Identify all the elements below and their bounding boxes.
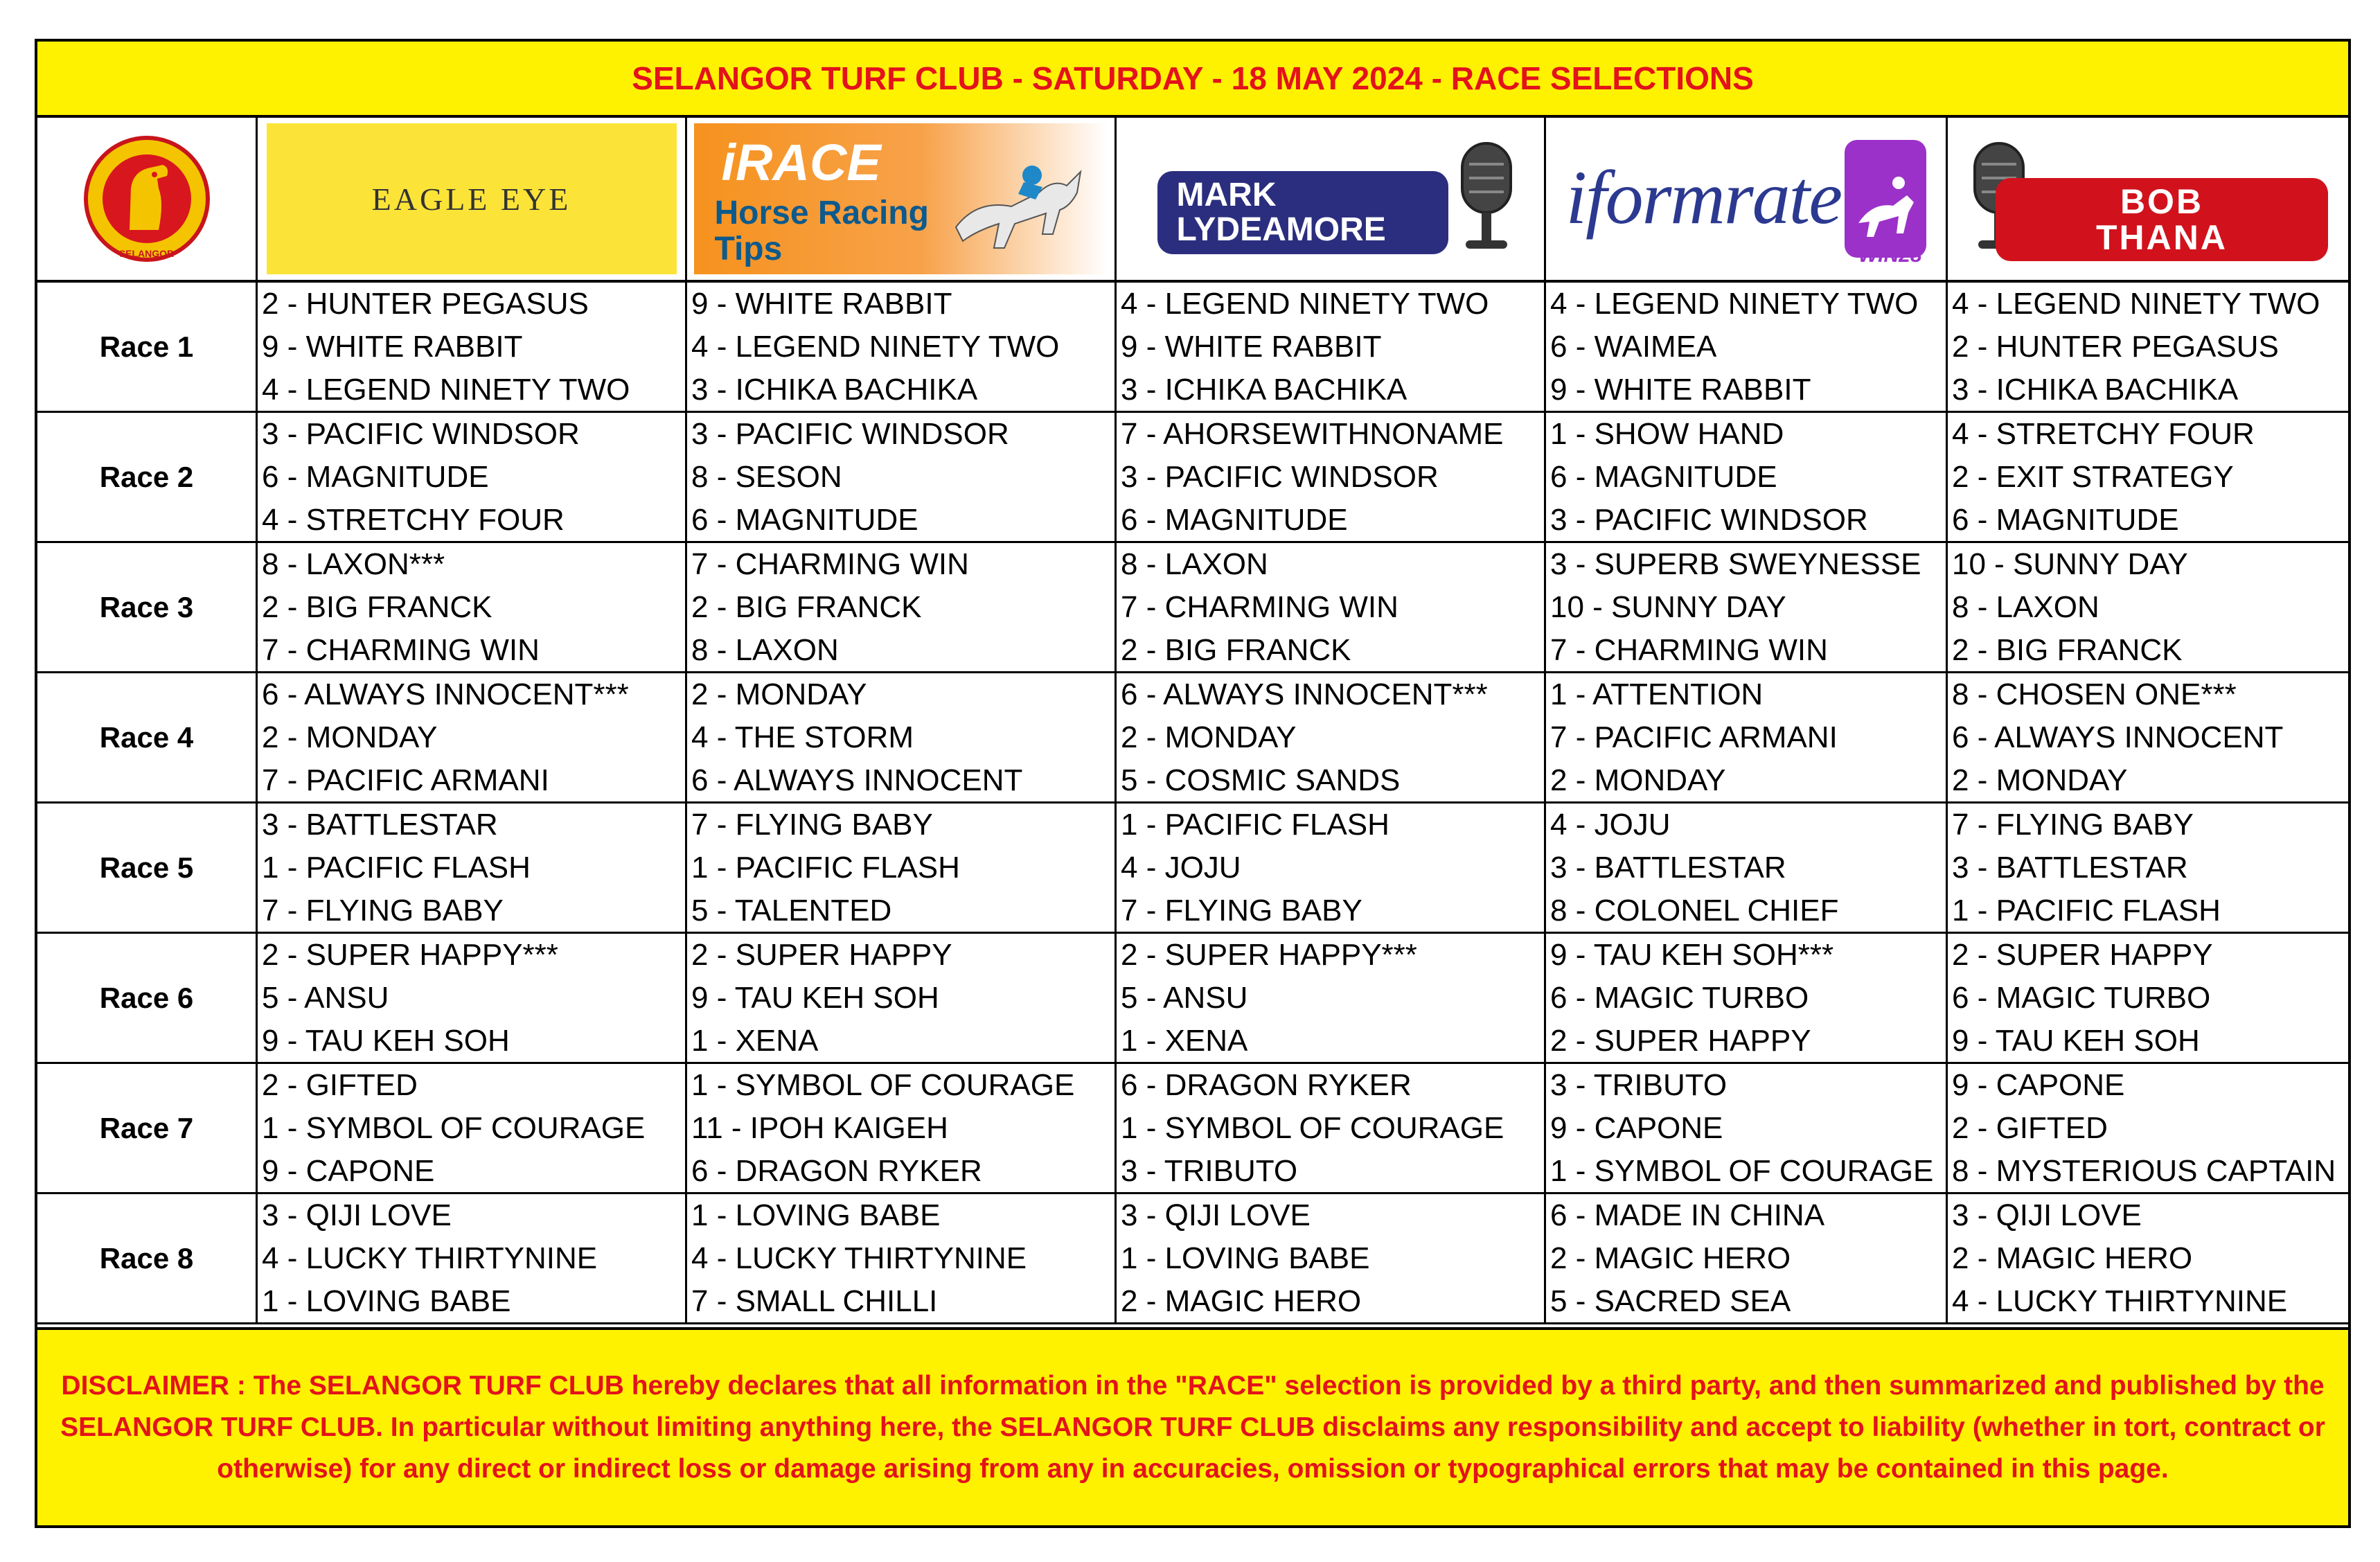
race-label: Race 3 [37, 543, 258, 671]
tip-selection: 5 - COSMIC SANDS [1121, 763, 1401, 797]
irace-logo-cell [687, 118, 1117, 280]
tip-selection: 9 - CAPONE [262, 1154, 435, 1188]
tip-cell [1117, 413, 1546, 541]
tip-selection: 4 - THE STORM [691, 720, 914, 754]
tip-cell [1546, 1064, 1948, 1192]
tip-selection: 2 - BIG FRANCK [262, 590, 492, 624]
tip-cell [1948, 934, 2348, 1062]
tip-cell [687, 1064, 1117, 1192]
tip-selection: 4 - JOJU [1121, 851, 1241, 885]
tip-cell [1117, 934, 1546, 1062]
irace-logo [694, 123, 1108, 274]
iformrate-logo-text: iformrate [1565, 155, 1842, 240]
tip-selection: 7 - CHARMING WIN [1550, 633, 1828, 667]
tip-selection: 9 - WHITE RABBIT [691, 287, 952, 321]
race-label: Race 7 [37, 1064, 258, 1192]
tip-selection: 7 - FLYING BABY [262, 894, 504, 928]
tip-cell [258, 934, 687, 1062]
tip-selection: 1 - LOVING BABE [691, 1198, 941, 1232]
tip-selection: 1 - PACIFIC FLASH [1121, 808, 1389, 842]
eagle-eye-logo-text: EAGLE EYE [371, 181, 571, 217]
tip-selection: 2 - MONDAY [1121, 720, 1297, 754]
tip-selection: 4 - LEGEND NINETY TWO [691, 330, 1060, 364]
tip-selection: 2 - SUPER HAPPY*** [1121, 938, 1417, 972]
tip-cell [1948, 413, 2348, 541]
tip-cell [1546, 804, 1948, 932]
tip-selection: 2 - MAGIC HERO [1952, 1241, 2193, 1275]
tip-cell [1117, 543, 1546, 671]
tip-selection: 7 - CHARMING WIN [691, 547, 969, 581]
race-row [37, 283, 2348, 413]
tip-selection: 3 - BATTLESTAR [1550, 851, 1786, 885]
tip-selection: 6 - DRAGON RYKER [1121, 1068, 1412, 1102]
tip-cell [687, 673, 1117, 801]
tip-selection: 4 - JOJU [1550, 808, 1671, 842]
tip-selection: 6 - ALWAYS INNOCENT*** [262, 677, 629, 711]
tip-selection: 3 - PACIFIC WINDSOR [1550, 503, 1868, 537]
tip-cell [1948, 1194, 2348, 1322]
tip-selection: 1 - XENA [1121, 1024, 1248, 1058]
tip-selection: 2 - SUPER HAPPY [691, 938, 952, 972]
tip-cell [1117, 283, 1546, 411]
tip-selection: 4 - LEGEND NINETY TWO [262, 373, 630, 407]
bob-thana-line-1: BOB [2120, 182, 2204, 221]
race-row [37, 804, 2348, 934]
tip-selection: 6 - MAGNITUDE [1550, 460, 1777, 494]
race-row [37, 934, 2348, 1064]
tip-selection: 3 - PACIFIC WINDSOR [262, 417, 580, 451]
club-logo-text: SELANGOR [118, 248, 175, 259]
tipster-logo-row [37, 118, 2348, 283]
tip-selection: 2 - SUPER HAPPY [1550, 1024, 1811, 1058]
tip-selection: 7 - CHARMING WIN [262, 633, 540, 667]
tip-selection: 7 - PACIFIC ARMANI [262, 763, 549, 797]
iformrate-logo-cell [1546, 118, 1948, 280]
club-logo-cell [37, 118, 258, 280]
tip-cell [1546, 413, 1948, 541]
tip-selection: 9 - TAU KEH SOH [262, 1024, 510, 1058]
race-row [37, 543, 2348, 673]
tip-selection: 10 - SUNNY DAY [1952, 547, 2188, 581]
tip-selection: 3 - SUPERB SWEYNESSE [1550, 547, 1921, 581]
tip-selection: 4 - STRETCHY FOUR [262, 503, 565, 537]
irace-logo-subtitle-line-2: Tips [714, 231, 783, 267]
tip-selection: 5 - SACRED SEA [1550, 1284, 1791, 1318]
tip-cell [1117, 1064, 1546, 1192]
tip-selection: 7 - PACIFIC ARMANI [1550, 720, 1838, 754]
selections-sheet [35, 39, 2351, 1528]
tip-cell [1546, 1194, 1948, 1322]
tip-cell [1948, 804, 2348, 932]
tip-selection: 9 - WHITE RABBIT [262, 330, 523, 364]
tip-selection: 2 - BIG FRANCK [1952, 633, 2183, 667]
tip-selection: 2 - GIFTED [1952, 1111, 2108, 1145]
tip-selection: 1 - SYMBOL OF COURAGE [262, 1111, 646, 1145]
tip-cell [1546, 934, 1948, 1062]
irace-logo-subtitle [715, 195, 929, 267]
tip-selection: 4 - LUCKY THIRTYNINE [1952, 1284, 2288, 1318]
eagle-eye-logo-cell [258, 118, 687, 280]
tip-selection: 8 - MYSTERIOUS CAPTAIN [1952, 1154, 2336, 1188]
tip-cell [258, 804, 687, 932]
tip-selection: 2 - BIG FRANCK [691, 590, 922, 624]
jockey-icon [1845, 140, 1926, 258]
tip-selection: 9 - WHITE RABBIT [1550, 373, 1811, 407]
tip-cell [687, 804, 1117, 932]
tip-selection: 3 - TRIBUTO [1550, 1068, 1728, 1102]
tip-selection: 3 - BATTLESTAR [1952, 851, 2188, 885]
mark-lydeamore-logo [1137, 130, 1525, 268]
tip-selection: 2 - MONDAY [691, 677, 867, 711]
tip-selection: 7 - FLYING BABY [1952, 808, 2194, 842]
bob-thana-name-pill [1996, 178, 2328, 261]
tip-cell [687, 283, 1117, 411]
race-label: Race 4 [37, 673, 258, 801]
tip-selection: 6 - MAGIC TURBO [1550, 981, 1809, 1015]
tip-selection: 1 - PACIFIC FLASH [1952, 894, 2221, 928]
tip-selection: 9 - CAPONE [1550, 1111, 1723, 1145]
tip-cell [258, 673, 687, 801]
tip-selection: 4 - LEGEND NINETY TWO [1550, 287, 1919, 321]
tip-selection: 8 - COLONEL CHIEF [1550, 894, 1839, 928]
tip-selection: 2 - BIG FRANCK [1121, 633, 1351, 667]
tip-selection: 8 - LAXON*** [262, 547, 445, 581]
tip-selection: 3 - PACIFIC WINDSOR [1121, 460, 1439, 494]
tip-selection: 8 - LAXON [1952, 590, 2099, 624]
tip-selection: 6 - DRAGON RYKER [691, 1154, 982, 1188]
race-label: Race 1 [37, 283, 258, 411]
tip-cell [1546, 673, 1948, 801]
club-horse-logo [81, 133, 213, 265]
tip-selection: 4 - LEGEND NINETY TWO [1121, 287, 1489, 321]
tip-selection: 4 - LUCKY THIRTYNINE [262, 1241, 598, 1275]
tip-selection: 1 - SYMBOL OF COURAGE [691, 1068, 1075, 1102]
iformrate-logo [1552, 126, 1940, 272]
tip-selection: 7 - SMALL CHILLI [691, 1284, 938, 1318]
tip-selection: 3 - ICHIKA BACHIKA [1121, 373, 1407, 407]
tip-selection: 2 - SUPER HAPPY*** [262, 938, 558, 972]
tip-selection: 6 - WAIMEA [1550, 330, 1717, 364]
tip-selection: 2 - HUNTER PEGASUS [262, 287, 589, 321]
tip-selection: 2 - MAGIC HERO [1550, 1241, 1791, 1275]
tip-selection: 2 - MONDAY [1550, 763, 1726, 797]
tip-selection: 2 - MONDAY [1952, 763, 2128, 797]
tip-selection: 4 - LEGEND NINETY TWO [1952, 287, 2320, 321]
tip-selection: 7 - AHORSEWITHNONAME [1121, 417, 1504, 451]
tip-selection: 6 - MADE IN CHINA [1550, 1198, 1825, 1232]
tip-selection: 8 - CHOSEN ONE*** [1952, 677, 2237, 711]
tip-selection: 5 - ANSU [262, 981, 389, 1015]
tip-selection: 6 - MAGNITUDE [691, 503, 918, 537]
tip-selection: 9 - TAU KEH SOH [1952, 1024, 2200, 1058]
tip-selection: 9 - WHITE RABBIT [1121, 330, 1382, 364]
tip-selection: 4 - STRETCHY FOUR [1952, 417, 2255, 451]
tip-selection: 9 - CAPONE [1952, 1068, 2125, 1102]
race-row [37, 413, 2348, 543]
tip-selection: 3 - ICHIKA BACHIKA [691, 373, 978, 407]
tip-selection: 1 - SYMBOL OF COURAGE [1550, 1154, 1934, 1188]
microphone-icon [1448, 136, 1525, 254]
tip-cell [1948, 1064, 2348, 1192]
race-row [37, 1194, 2348, 1324]
tip-selection: 5 - ANSU [1121, 981, 1248, 1015]
tip-cell [258, 1064, 687, 1192]
mark-lydeamore-name-pill [1157, 171, 1448, 254]
race-label: Race 2 [37, 413, 258, 541]
mark-lydeamore-logo-cell [1117, 118, 1546, 280]
tip-selection: 6 - ALWAYS INNOCENT*** [1121, 677, 1488, 711]
tip-selection: 2 - GIFTED [262, 1068, 418, 1102]
eagle-eye-logo [267, 123, 677, 274]
tip-selection: 10 - SUNNY DAY [1550, 590, 1786, 624]
tip-selection: 3 - BATTLESTAR [262, 808, 498, 842]
tip-selection: 6 - MAGNITUDE [1121, 503, 1348, 537]
tip-cell [687, 1194, 1117, 1322]
tip-cell [1117, 673, 1546, 801]
tip-selection: 3 - PACIFIC WINDSOR [691, 417, 1009, 451]
tip-selection: 7 - FLYING BABY [1121, 894, 1362, 928]
tip-cell [1546, 543, 1948, 671]
tip-selection: 1 - LOVING BABE [1121, 1241, 1370, 1275]
tip-cell [1117, 804, 1546, 932]
tip-cell [258, 413, 687, 541]
tip-selection: 9 - TAU KEH SOH [691, 981, 939, 1015]
race-label: Race 6 [37, 934, 258, 1062]
tip-selection: 1 - LOVING BABE [262, 1284, 511, 1318]
tip-selection: 3 - TRIBUTO [1121, 1154, 1298, 1188]
tip-cell [1546, 283, 1948, 411]
tip-selection: 7 - CHARMING WIN [1121, 590, 1398, 624]
tip-selection: 3 - QIJI LOVE [1952, 1198, 2142, 1232]
tip-selection: 2 - HUNTER PEGASUS [1952, 330, 2279, 364]
tip-selection: 4 - LUCKY THIRTYNINE [691, 1241, 1027, 1275]
tip-selection: 6 - ALWAYS INNOCENT [691, 763, 1023, 797]
tip-cell [687, 413, 1117, 541]
tip-selection: 11 - IPOH KAIGEH [691, 1111, 948, 1145]
tip-cell [687, 543, 1117, 671]
tip-cell [687, 934, 1117, 1062]
win28-badge [1845, 140, 1926, 258]
tip-selection: 8 - LAXON [691, 633, 839, 667]
mark-lydeamore-line-2: LYDEAMORE [1176, 211, 1386, 248]
race-row [37, 1064, 2348, 1194]
race-row [37, 673, 2348, 804]
tip-selection: 6 - MAGNITUDE [262, 460, 489, 494]
tip-selection: 1 - SHOW HAND [1550, 417, 1784, 451]
bob-thana-line-2: THANA [2096, 218, 2228, 257]
tip-selection: 6 - MAGNITUDE [1952, 503, 2179, 537]
tip-cell [1117, 1194, 1546, 1322]
tip-cell [1948, 283, 2348, 411]
tip-selection: 1 - PACIFIC FLASH [262, 851, 531, 885]
tip-selection: 8 - LAXON [1121, 547, 1268, 581]
tip-selection: 5 - TALENTED [691, 894, 892, 928]
tip-selection: 6 - MAGIC TURBO [1952, 981, 2211, 1015]
bob-thana-logo [1954, 130, 2342, 268]
tip-cell [1948, 673, 2348, 801]
race-label: Race 8 [37, 1194, 258, 1322]
tip-selection: 2 - MAGIC HERO [1121, 1284, 1362, 1318]
tip-cell [1948, 543, 2348, 671]
tip-selection: 3 - QIJI LOVE [1121, 1198, 1311, 1232]
racehorse-icon [949, 144, 1087, 262]
tip-selection: 1 - PACIFIC FLASH [691, 851, 960, 885]
bob-thana-logo-cell [1948, 118, 2348, 280]
tip-selection: 3 - ICHIKA BACHIKA [1952, 373, 2239, 407]
tip-selection: 2 - EXIT STRATEGY [1952, 460, 2234, 494]
tip-selection: 7 - FLYING BABY [691, 808, 933, 842]
win28-badge-text: WIN28 [1858, 244, 1922, 267]
tip-cell [258, 543, 687, 671]
tip-selection: 1 - ATTENTION [1550, 677, 1764, 711]
mark-lydeamore-line-1: MARK [1176, 177, 1277, 213]
tip-cell [258, 1194, 687, 1322]
tip-selection: 6 - ALWAYS INNOCENT [1952, 720, 2284, 754]
page-title: SELANGOR TURF CLUB - SATURDAY - 18 MAY 2024 - RACE SELECTIONS [37, 42, 2348, 118]
tip-selection: 3 - QIJI LOVE [262, 1198, 452, 1232]
race-label: Race 5 [37, 804, 258, 932]
tip-selection: 1 - XENA [691, 1024, 819, 1058]
tip-selection: 8 - SESON [691, 460, 842, 494]
tip-selection: 1 - SYMBOL OF COURAGE [1121, 1111, 1504, 1145]
tip-selection: 2 - SUPER HAPPY [1952, 938, 2213, 972]
tip-cell [258, 283, 687, 411]
tip-selection: 9 - TAU KEH SOH*** [1550, 938, 1834, 972]
disclaimer-text: DISCLAIMER : The SELANGOR TURF CLUB hereby declares that all information in the "RACE" selection is provided by a third party, and then summarized and published by the SELANGOR TURF CLUB. In particular without limiting anything here, the SELANGOR TURF CLUB disclaims any responsibility and accept to liability (whether in tort, contract or otherwise) for any direct or indirect loss or damage arising from any in accuracies, omission or typographical errors that may be contained in this page. [37, 1327, 2348, 1525]
irace-logo-title: iRACE [721, 134, 881, 191]
irace-logo-subtitle-line-1: Horse Racing [714, 195, 929, 231]
tip-selection: 2 - MONDAY [262, 720, 438, 754]
